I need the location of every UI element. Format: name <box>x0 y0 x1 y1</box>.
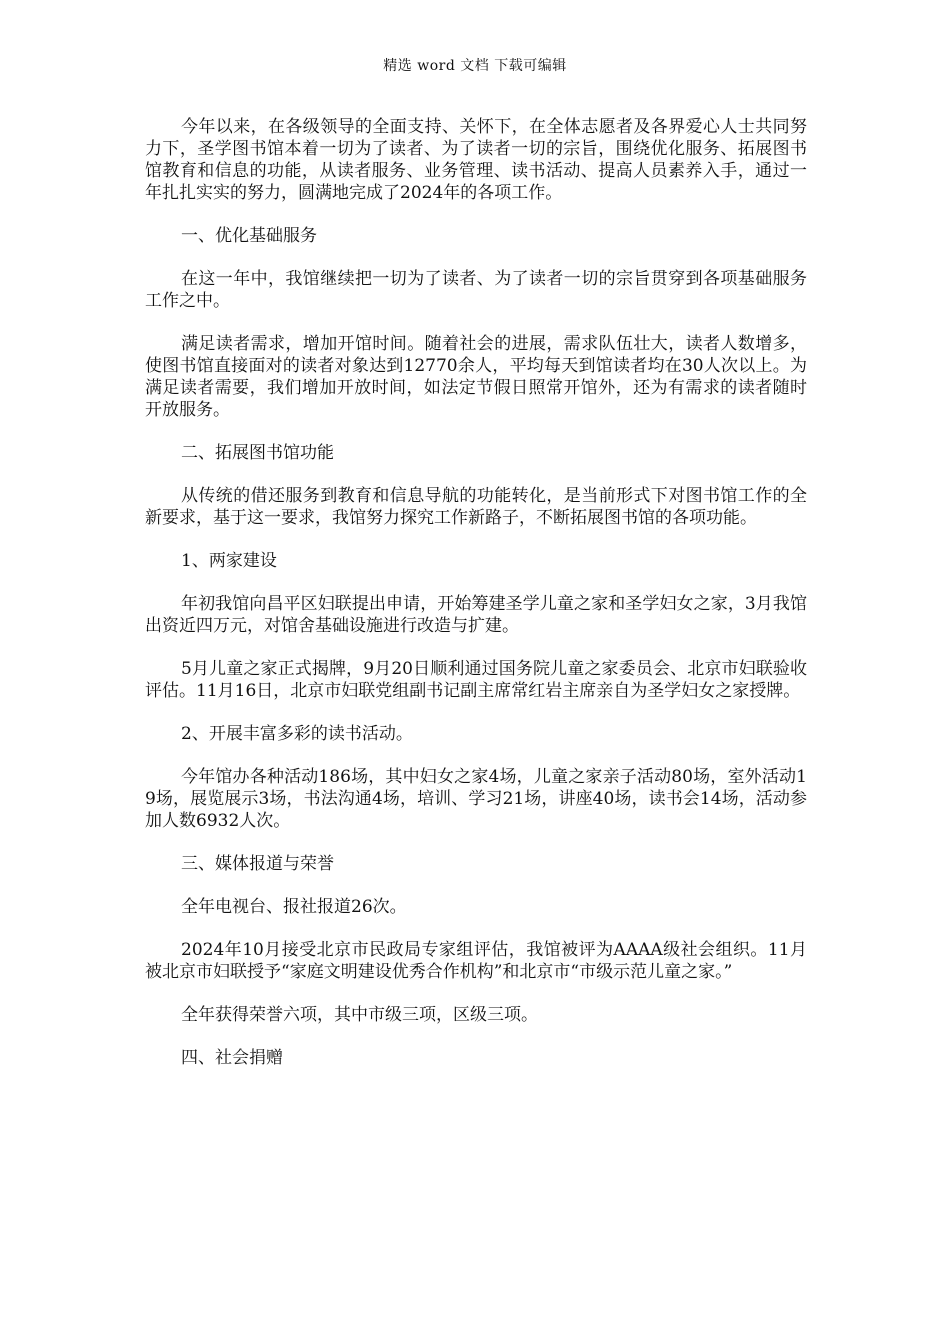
section1-paragraph-1: 在这一年中，我馆继续把一切为了读者、为了读者一切的宗旨贯穿到各项基础服务工作之中。 <box>145 269 807 311</box>
section3-paragraph-3: 全年获得荣誉六项，其中市级三项，区级三项。 <box>181 1005 538 1025</box>
subsection-heading-1: 1、两家建设 <box>181 551 277 571</box>
page-header: 精选 word 文档 下载可编辑 <box>383 58 567 74</box>
section-heading-2: 二、拓展图书馆功能 <box>181 443 334 463</box>
section1-paragraph-2: 满足读者需求，增加开馆时间。随着社会的进展，需求队伍壮大，读者人数增多，使图书馆直接面对的读者对象达到12770余人，平均每天到馆读者均在30人次以上。为满足读者需要，我们增加开放时间，如法定节假日照常开馆外，还为有需求的读者随时开放服务。 <box>145 334 807 420</box>
section2-paragraph-1: 从传统的借还服务到教育和信息导航的功能转化，是当前形式下对图书馆工作的全新要求，基于这一要求，我馆努力探究工作新路子，不断拓展图书馆的各项功能。 <box>145 486 807 528</box>
section-heading-3: 三、媒体报道与荣誉 <box>181 854 334 874</box>
section3-paragraph-1: 全年电视台、报社报道26次。 <box>181 897 407 917</box>
intro-paragraph: 今年以来，在各级领导的全面支持、关怀下，在全体志愿者及各界爱心人士共同努力下，圣学图书馆本着一切为了读者、为了读者一切的宗旨，围绕优化服务、拓展图书馆教育和信息的功能，从读者服务、业务管理、读书活动、提高人员素养入手，通过一年扎扎实实的努力，圆满地完成了2024年的各项工作。 <box>145 117 807 203</box>
document-body <box>145 116 807 1090</box>
section-heading-4: 四、社会捐赠 <box>181 1048 283 1068</box>
subsection2-paragraph-1: 今年馆办各种活动186场，其中妇女之家4场，儿童之家亲子活动80场，室外活动19场，展览展示3场，书法沟通4场，培训、学习21场，讲座40场，读书会14场，活动参加人数6932人次。 <box>145 767 807 831</box>
section3-paragraph-2: 2024年10月接受北京市民政局专家组评估，我馆被评为AAAA级社会组织。11月被北京市妇联授予“家庭文明建设优秀合作机构”和北京市“市级示范儿童之家。” <box>145 940 807 982</box>
section-heading-1: 一、优化基础服务 <box>181 226 317 246</box>
subsection1-paragraph-1: 年初我馆向昌平区妇联提出申请，开始筹建圣学儿童之家和圣学妇女之家，3月我馆出资近四万元，对馆舍基础设施进行改造与扩建。 <box>145 594 807 636</box>
subsection1-paragraph-2: 5月儿童之家正式揭牌，9月20日顺利通过国务院儿童之家委员会、北京市妇联验收评估。11月16日，北京市妇联党组副书记副主席常红岩主席亲自为圣学妇女之家授牌。 <box>145 659 807 701</box>
subsection-heading-2: 2、开展丰富多彩的读书活动。 <box>181 724 413 744</box>
